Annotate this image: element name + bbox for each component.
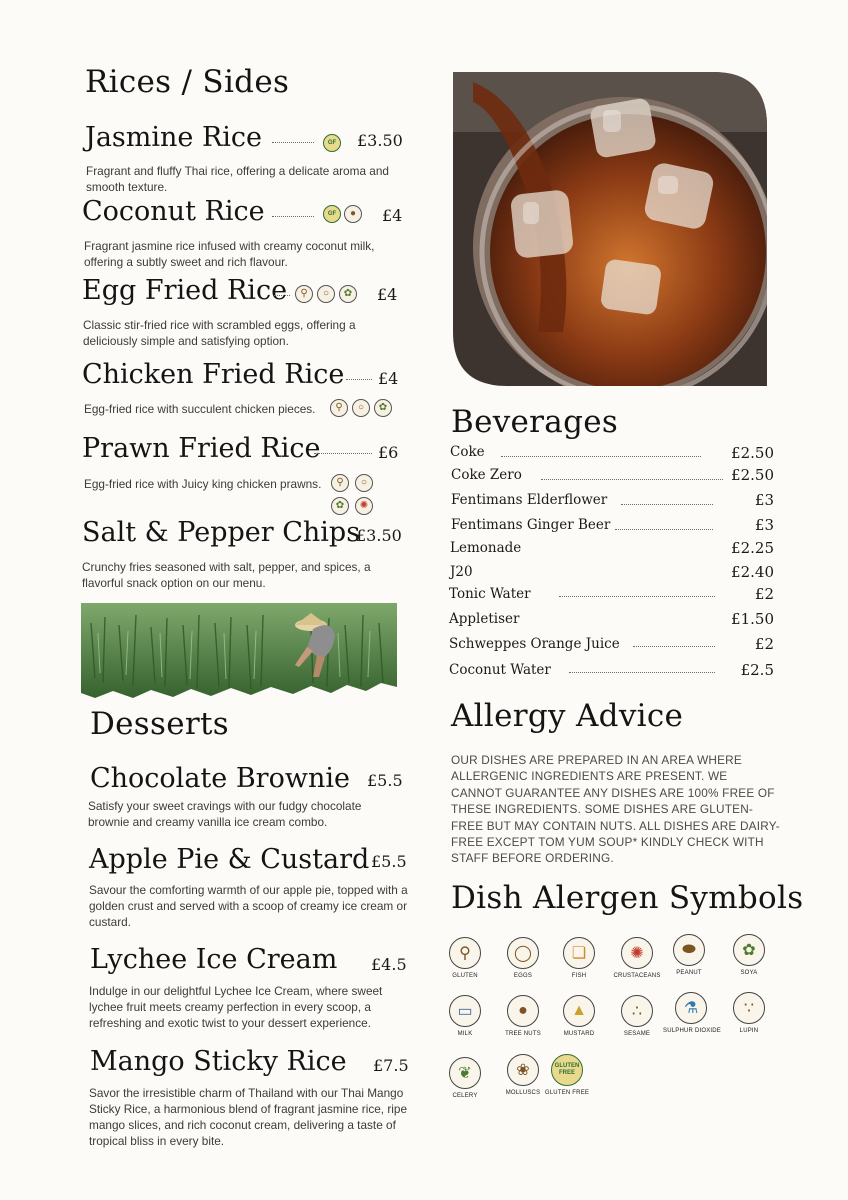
- dessert-price: £4.5: [371, 955, 407, 974]
- dish-name: Salt & Pepper Chips: [82, 517, 361, 548]
- beverage-price: £2.5: [740, 661, 774, 679]
- beverage-name: Appletiser: [449, 611, 520, 627]
- legend-label: EGGS: [513, 973, 533, 979]
- beverage-price: £2: [754, 635, 774, 653]
- soya-icon: ✿: [331, 497, 349, 515]
- beverage-name: Coke Zero: [451, 467, 522, 483]
- legend-item-gluten-free: [539, 1054, 595, 1096]
- allergen-icons: [330, 399, 392, 417]
- beverage-price: £2.50: [731, 444, 774, 462]
- gluten-free-badge-text: GLUTEN FREE: [554, 1063, 580, 1076]
- legend-item-fish: [551, 937, 607, 979]
- dish-price: £4: [382, 206, 403, 225]
- legend-item-lupin: [721, 992, 777, 1034]
- rices-heading: Rices / Sides: [85, 64, 290, 100]
- dessert-name: Lychee Ice Cream: [90, 944, 338, 975]
- dessert-description: Savor the irresistible charm of Thailand with our Thai Mango Sticky Rice, a harmonious blend of fragrant jasmine rice, ripe mango slices, and rich coconut cream, delivering a taste of tropical bliss in every bite.: [89, 1086, 408, 1148]
- dessert-price: £5.5: [371, 852, 407, 871]
- dish-description: Fragrant jasmine rice infused with creamy coconut milk, offering a subtly sweet and rich flavour.: [84, 239, 375, 269]
- dish-description: Egg-fried rice with succulent chicken pieces.: [84, 402, 316, 416]
- celery-icon: ❦: [449, 1057, 481, 1089]
- dish-description: Fragrant and fluffy Thai rice, offering a delicate aroma and smooth texture.: [86, 164, 389, 194]
- legend-label: FISH: [571, 973, 587, 979]
- mustard-icon: ▲: [563, 995, 595, 1027]
- beverage-name: Tonic Water: [449, 586, 531, 602]
- price-leader: [621, 504, 713, 505]
- beverage-price: £3: [754, 491, 774, 509]
- allergen-legend: [445, 930, 775, 1110]
- gluten-free-icon: GF: [323, 205, 341, 223]
- crab-icon: ✺: [621, 937, 653, 969]
- legend-item-mustard: [551, 995, 607, 1037]
- beverage-list: [449, 444, 774, 684]
- egg-icon: ◯: [507, 937, 539, 969]
- beverage-price: £1.50: [731, 610, 774, 628]
- dish-price: £6: [378, 443, 399, 462]
- beverage-price: £2: [754, 585, 774, 603]
- allergen-icons: [295, 285, 357, 303]
- dessert-price: £5.5: [367, 771, 403, 790]
- legend-item-gluten: [437, 937, 493, 979]
- legend-label: PEANUT: [676, 970, 702, 976]
- price-leader: [314, 453, 372, 454]
- dish-name: Jasmine Rice: [85, 122, 263, 153]
- legend-label: MILK: [457, 1031, 473, 1037]
- beverage-name: Fentimans Elderflower: [451, 492, 608, 508]
- dish-name: Egg Fried Rice: [82, 275, 288, 306]
- dessert-name: Mango Sticky Rice: [90, 1046, 347, 1077]
- price-leader: [633, 646, 715, 647]
- dessert-name: Chocolate Brownie: [90, 763, 350, 794]
- dish-description: Classic stir-fried rice with scrambled eggs, offering a deliciously simple and satisfying option.: [83, 318, 356, 348]
- legend-label: SULPHUR DIOXIDE: [663, 1028, 722, 1034]
- eggs-icon: ○: [317, 285, 335, 303]
- price-leader: [569, 672, 715, 673]
- gluten-icon: ⚲: [331, 474, 349, 492]
- beverages-heading: Beverages: [451, 404, 619, 440]
- lupin-icon: ∵: [733, 992, 765, 1024]
- legend-label: LUPIN: [739, 1028, 759, 1034]
- dish-name: Chicken Fried Rice: [82, 359, 345, 390]
- rice-field-photo: [81, 603, 397, 702]
- allergen-icons: [331, 474, 377, 515]
- dish-description: Egg-fried rice with Juicy king chicken prawns.: [84, 477, 322, 491]
- sulphur-dioxide-icon: ⚗: [675, 992, 707, 1024]
- molluscs-icon: ❀: [507, 1054, 539, 1086]
- price-leader: [346, 379, 372, 380]
- legend-label: SOYA: [740, 970, 758, 976]
- legend-label: SESAME: [623, 1031, 651, 1037]
- gluten-free-icon: [551, 1054, 583, 1086]
- eggs-icon: ○: [352, 399, 370, 417]
- legend-item-soya: [721, 934, 777, 976]
- legend-label: CELERY: [452, 1093, 478, 1099]
- price-leader: [274, 295, 290, 296]
- legend-label: GLUTEN: [452, 973, 478, 979]
- cola-photo: [453, 72, 767, 386]
- milk-icon: ▭: [449, 995, 481, 1027]
- legend-label: MOLLUSCS: [505, 1090, 541, 1096]
- wheat-icon: ⚲: [449, 937, 481, 969]
- beverage-name: Coconut Water: [449, 662, 551, 678]
- price-leader: [541, 479, 723, 480]
- price-leader: [559, 596, 715, 597]
- dish-price: £4: [378, 369, 399, 388]
- soya-icon: ✿: [374, 399, 392, 417]
- legend-label: MUSTARD: [563, 1031, 595, 1037]
- legend-item-sulphur-dioxide: [663, 992, 722, 1034]
- allergy-text: OUR DISHES ARE PREPARED IN AN AREA WHERE ALLERGENIC INGREDIENTS ARE PRESENT. WE CANNOT GUARANTEE ANY DISHES ARE 100% FREE OF THESE INGREDIENTS. SOME DISHES ARE GLUTEN-FREE BUT MAY CONTAIN NUTS. ALL DISHES ARE DAIRY-FREE EXCEPT TOM YUM SOUP* KINDLY CHECK WITH STAFF BEFORE ORDERING.: [451, 753, 780, 866]
- dessert-price: £7.5: [373, 1056, 409, 1075]
- gluten-free-icon: GF: [323, 134, 341, 152]
- sesame-icon: ∴: [621, 995, 653, 1027]
- dessert-name: Apple Pie & Custard: [89, 844, 370, 875]
- beverage-price: £2.50: [731, 466, 774, 484]
- crustaceans-icon: ✺: [355, 497, 373, 515]
- legend-item-celery: [437, 1057, 493, 1099]
- dessert-description: Satisfy your sweet cravings with our fudgy chocolate brownie and creamy vanilla ice cream combo.: [88, 799, 362, 829]
- tree-nuts-icon: ●: [507, 995, 539, 1027]
- legend-label: CRUSTACEANS: [613, 973, 661, 979]
- legend-item-peanut: [661, 934, 717, 976]
- beverage-name: J20: [450, 564, 473, 580]
- fish-icon: ❏: [563, 937, 595, 969]
- legend-label: GLUTEN FREE: [544, 1090, 590, 1096]
- beverage-price: £3: [754, 516, 774, 534]
- beverage-name: Coke: [450, 444, 485, 460]
- dish-price: £3.50: [356, 526, 402, 545]
- tree-nuts-icon: ●: [344, 205, 362, 223]
- dish-name: Prawn Fried Rice: [82, 433, 321, 464]
- dish-price: £4: [377, 285, 398, 304]
- legend-item-milk: [437, 995, 493, 1037]
- beverage-name: Fentimans Ginger Beer: [451, 517, 611, 533]
- dish-name: Coconut Rice: [82, 196, 265, 227]
- soya-icon: ✿: [733, 934, 765, 966]
- dessert-description: Indulge in our delightful Lychee Ice Cream, where sweet lychee fruit meets creamy perfection in every scoop, a refreshing and exotic twist to your dessert experience.: [89, 984, 383, 1030]
- peanut-icon: ⬬: [673, 934, 705, 966]
- beverage-price: £2.40: [731, 563, 774, 581]
- allergen-icons: [323, 205, 362, 223]
- legend-item-eggs: [495, 937, 551, 979]
- legend-item-tree-nuts: [495, 995, 551, 1037]
- gluten-icon: ⚲: [295, 285, 313, 303]
- soya-icon: ✿: [339, 285, 357, 303]
- price-leader: [272, 216, 314, 217]
- legend-label: TREE NUTS: [505, 1031, 541, 1037]
- beverage-name: Lemonade: [450, 540, 522, 556]
- gluten-icon: ⚲: [330, 399, 348, 417]
- legend-item-crustaceans: [609, 937, 665, 979]
- price-leader: [615, 529, 713, 530]
- beverage-price: £2.25: [731, 539, 774, 557]
- price-leader: [272, 142, 314, 143]
- dish-description: Crunchy fries seasoned with salt, pepper, and spices, a flavorful snack option on our menu.: [82, 560, 371, 590]
- eggs-icon: ○: [355, 474, 373, 492]
- dish-price: £3.50: [357, 131, 403, 150]
- symbols-heading: Dish Alergen Symbols: [451, 880, 804, 916]
- allergy-heading: Allergy Advice: [451, 698, 684, 734]
- desserts-heading: Desserts: [90, 706, 229, 742]
- beverage-name: Schweppes Orange Juice: [449, 636, 620, 652]
- dessert-description: Savour the comforting warmth of our apple pie, topped with a golden crust and served with a scoop of creamy ice cream or custard.: [89, 883, 408, 929]
- allergen-icons: [323, 131, 341, 152]
- legend-item-sesame: [609, 995, 665, 1037]
- price-leader: [501, 456, 701, 457]
